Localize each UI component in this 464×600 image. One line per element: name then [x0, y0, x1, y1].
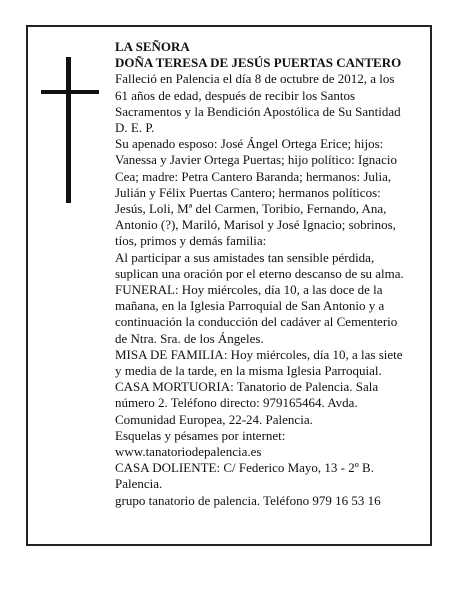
text-line: Esquelas y pésames por internet:: [115, 427, 286, 443]
text-line: suplican una oración por el eterno descanso de su alma.: [115, 265, 404, 281]
heading-title: LA SEÑORA: [115, 39, 190, 54]
text-line: Cea; madre: Petra Cantero Baranda; hermanos: Julia,: [115, 168, 392, 184]
funeral-details: [115, 282, 427, 347]
text-line: FUNERAL: Hoy miércoles, día 10, a las doce de la: [115, 282, 383, 298]
text-line: Jesús, Loli, Mª del Carmen, Toribio, Fernando, Ana,: [115, 201, 387, 217]
text-line: y media de la tarde, en la misma Iglesia Parroquial.: [115, 363, 382, 379]
text-line: Al participar a sus amistades tan sensible pérdida,: [115, 249, 375, 265]
prayer-request: [115, 250, 427, 282]
text-line: grupo tanatorio de palencia. Teléfono 979 16 53 16: [115, 492, 381, 508]
text-line: Vanessa y Javier Ortega Puertas; hijo político: Ignacio: [115, 152, 397, 168]
text-line: Antonio (?), Mariló, Marisol y José Ignacio; sobrinos,: [115, 217, 396, 233]
mortuary-details: [115, 379, 427, 428]
text-line: CASA DOLIENTE: C/ Federico Mayo, 13 - 2º B.: [115, 460, 374, 476]
text-line: Sacramentos y la Bendición Apostólica de Su Santidad: [115, 103, 401, 119]
family-list: [115, 136, 427, 249]
family-mass-details: [115, 347, 427, 379]
funeral-home-contact: [115, 493, 427, 509]
family-home-details: [115, 460, 427, 492]
text-line: mañana, en la Iglesia Parroquial de San Antonio y a: [115, 298, 385, 314]
online-condolences: [115, 428, 427, 460]
cross-vertical-bar: [66, 57, 71, 203]
text-line: Comunidad Europea, 22-24. Palencia.: [115, 411, 313, 427]
text-line: tíos, primos y demás familia:: [115, 233, 267, 249]
text-line: CASA MORTUORIA: Tanatorio de Palencia. Sala: [115, 379, 379, 395]
text-line: 61 años de edad, después de recibir los Santos: [115, 87, 356, 103]
text-line: D. E. P.: [115, 120, 155, 136]
website-text: www.tanatoriodepalencia.es: [115, 444, 262, 460]
text-line: Su apenado esposo: José Ángel Ortega Erice; hijos:: [115, 136, 384, 152]
heading: [115, 39, 427, 71]
obituary-notice: [26, 25, 432, 546]
obituary-text: [115, 39, 427, 509]
text-line: de Ntra. Sra. de los Ángeles.: [115, 330, 264, 346]
text-line: Palencia.: [115, 476, 163, 492]
text-line: Falleció en Palencia el día 8 de octubre de 2012, a los: [115, 71, 395, 87]
text-line: Julián y Félix Puertas Cantero; hermanos políticos:: [115, 184, 381, 200]
text-line: número 2. Teléfono directo: 979165464. Avda.: [115, 395, 358, 411]
text-line: MISA DE FAMILIA: Hoy miércoles, día 10, a las siete: [115, 346, 403, 362]
death-announcement: [115, 71, 427, 136]
cross-horizontal-bar: [41, 90, 99, 94]
text-line: continuación la conducción del cadáver al Cementerio: [115, 314, 398, 330]
deceased-name: DOÑA TERESA DE JESÚS PUERTAS CANTERO: [115, 55, 402, 71]
